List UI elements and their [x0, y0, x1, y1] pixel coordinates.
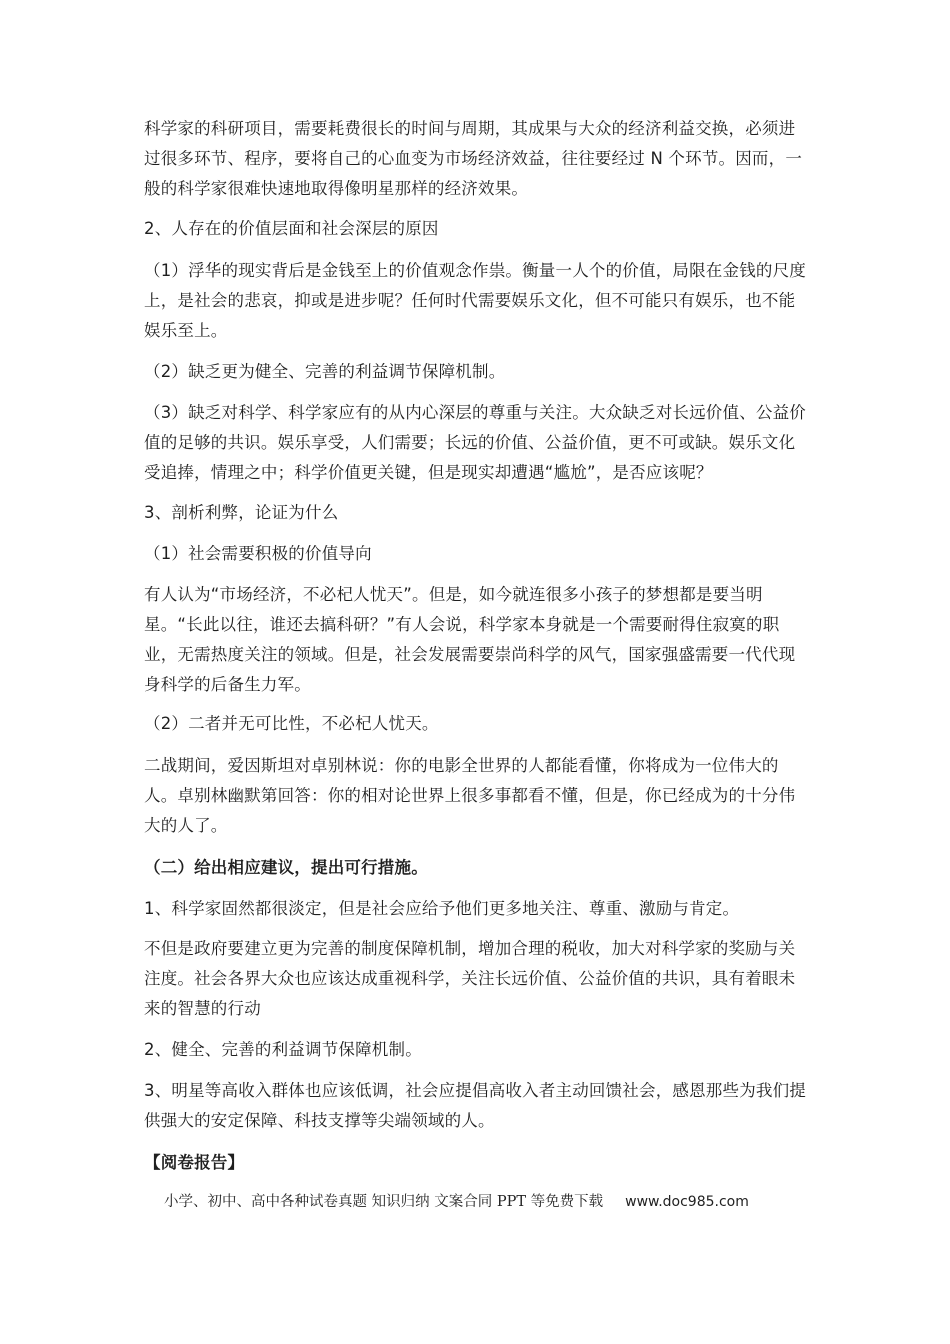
- heading-report: [144, 1148, 810, 1178]
- paragraph-s-2: [144, 1035, 810, 1065]
- page-footer: [164, 1190, 804, 1211]
- section-heading: 2、人存在的价值层面和社会深层的原因: [144, 219, 439, 238]
- paragraph: （2）二者并无可比性，不必杞人忧天。: [144, 714, 439, 733]
- paragraph: （1）浮华的现实背后是金钱至上的价值观念作祟。衡量一人个的价值，局限在金钱的尺度上，是社会的悲哀，抑或是进步呢？任何时代需要娱乐文化，但不可能只有娱乐，也不能娱乐至上。: [144, 261, 806, 340]
- paragraph: 二战期间，爱因斯坦对卓别林说：你的电影全世界的人都能看懂，你将成为一位伟大的人。卓别林幽默第回答：你的相对论世界上很多事都看不懂，但是，你已经成为的十分伟大的人了。: [144, 756, 796, 835]
- paragraph-3-1: [144, 539, 810, 569]
- paragraph-3-1-body: [144, 580, 810, 700]
- heading-2: [144, 214, 810, 244]
- paragraph: 科学家的科研项目，需要耗费很长的时间与周期，其成果与大众的经济利益交换，必须进过很多环节、程序，要将自己的心血变为市场经济效益，往往要经过 N 个环节。因而，一般的科学家很难快速地取得像明星那样的经济效果。: [144, 119, 803, 198]
- paragraph: （1）社会需要积极的价值导向: [144, 544, 372, 563]
- paragraph: 不但是政府要建立更为完善的制度保障机制，增加合理的税收，加大对科学家的奖励与关注度。社会各界大众也应该达成重视科学，关注长远价值、公益价值的共识，具有着眼未来的智慧的行动: [144, 939, 796, 1018]
- section-heading: 3、剖析利弊，论证为什么: [144, 503, 339, 522]
- paragraph: 1、科学家固然都很淡定，但是社会应给予他们更多地关注、尊重、激励与肯定。: [144, 899, 740, 918]
- paragraph-s-1-body: [144, 934, 810, 1024]
- paragraph-s-3: [144, 1076, 810, 1136]
- paragraph: （3）缺乏对科学、科学家应有的从内心深层的尊重与关注。大众缺乏对长远价值、公益价值的足够的共识。娱乐享受，人们需要；长远的价值、公益价值，更不可或缺。娱乐文化受追捧，情理之中；科学价值更关键，但是现实却遭遇“尴尬”，是否应该呢？: [144, 403, 806, 482]
- paragraph-2-2: [144, 357, 810, 387]
- paragraph-3-2: [144, 709, 810, 739]
- paragraph-s-1: [144, 894, 810, 924]
- section-heading: 【阅卷报告】: [144, 1153, 245, 1172]
- paragraph-2-3: [144, 398, 810, 488]
- footer-site-link[interactable]: www.doc985.com: [625, 1194, 749, 1210]
- paragraph: 3、明星等高收入群体也应该低调，社会应提倡高收入者主动回馈社会，感恩那些为我们提供强大的安定保障、科技支撑等尖端领域的人。: [144, 1081, 806, 1130]
- heading-3: [144, 498, 810, 528]
- paragraph-2-1: [144, 256, 810, 346]
- paragraph: （2）缺乏更为健全、完善的利益调节保障机制。: [144, 362, 506, 381]
- paragraph: 有人认为“市场经济，不必杞人忧天”。但是，如今就连很多小孩子的梦想都是要当明星。“长此以往，谁还去搞科研？”有人会说，科学家本身就是一个需要耐得住寂寞的职业，无需热度关注的领域。但是，社会发展需要崇尚科学的风气，国家强盛需要一代代现身科学的后备生力军。: [144, 585, 796, 694]
- section-heading: （二）给出相应建议，提出可行措施。: [144, 858, 428, 877]
- paragraph-3-2-body: [144, 751, 810, 841]
- paragraph: 2、健全、完善的利益调节保障机制。: [144, 1040, 422, 1059]
- footer-text: 小学、初中、高中各种试卷真题 知识归纳 文案合同 PPT 等免费下载: [164, 1194, 604, 1210]
- heading-suggestions: [144, 853, 810, 883]
- paragraph-intro: [144, 114, 810, 204]
